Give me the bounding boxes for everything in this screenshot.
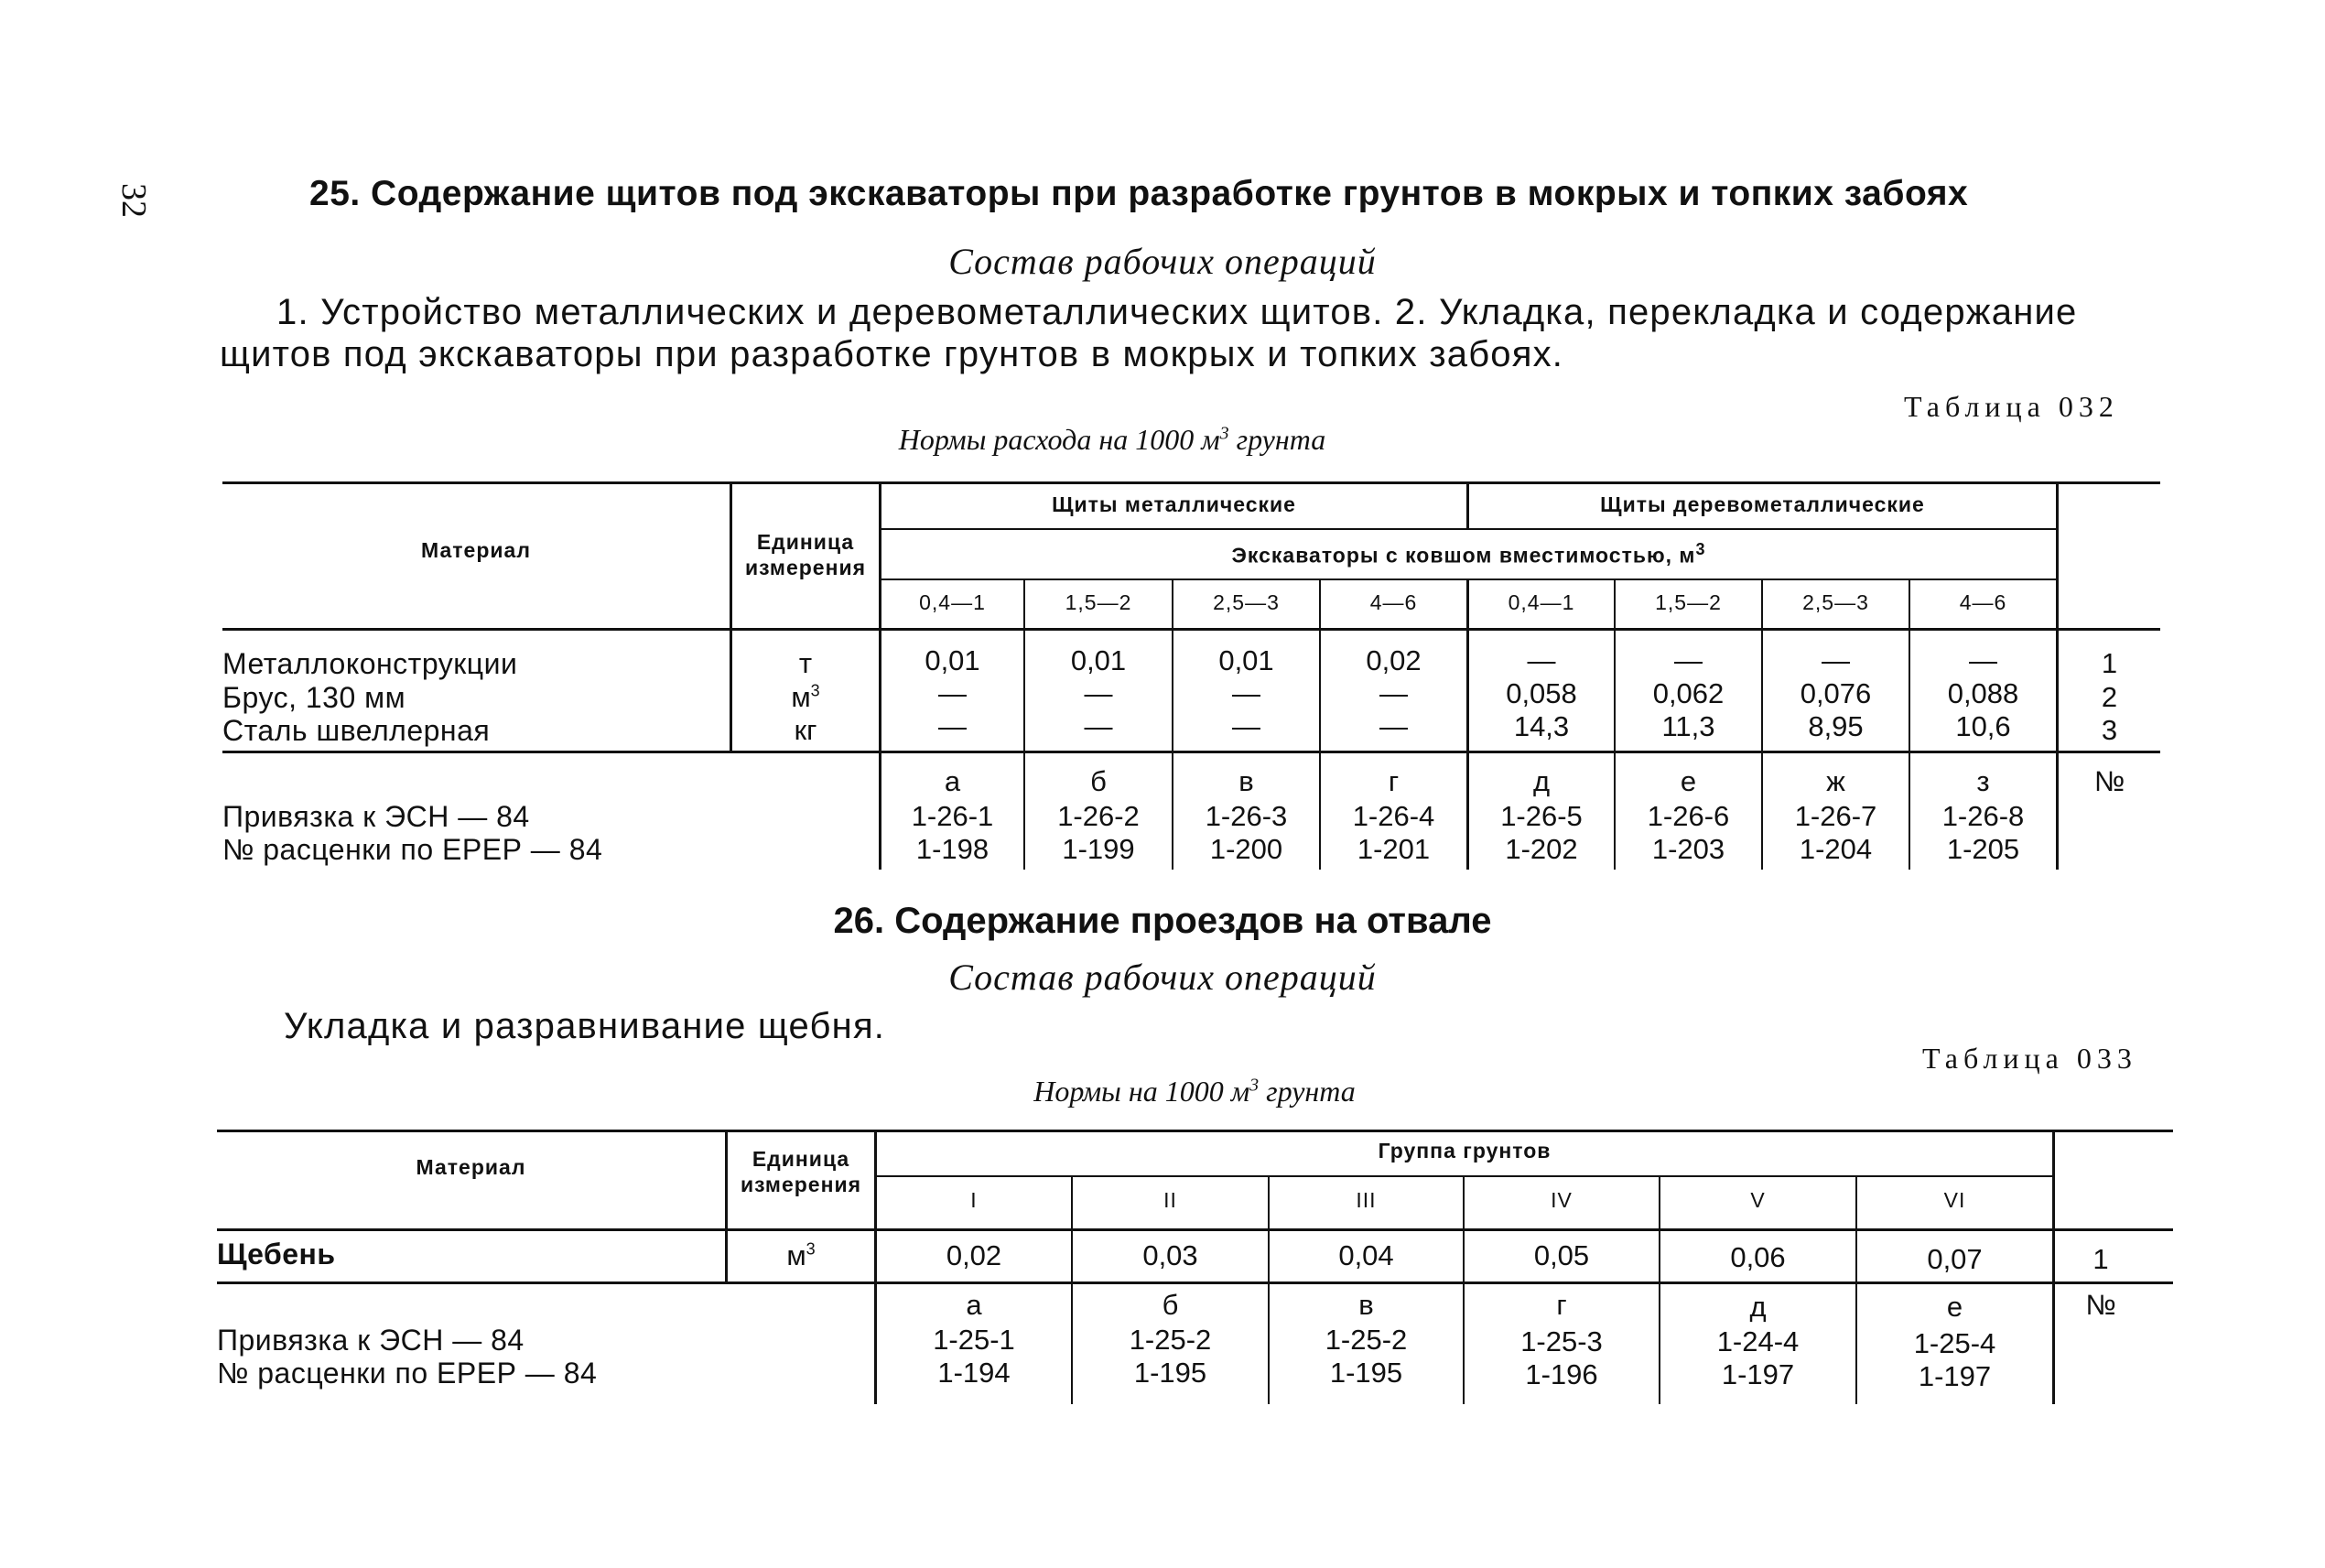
erer-code: 1-199: [1062, 833, 1135, 865]
esn-code: 1-26-6: [1647, 800, 1730, 832]
esn-code: 1-26-7: [1794, 800, 1877, 832]
value-cell: 8,95: [1808, 710, 1864, 742]
value-cell: —: [938, 677, 967, 709]
number-sign: №: [2093, 765, 2125, 797]
group-header-soils: Группа грунтов: [1378, 1139, 1552, 1162]
value-cell: —: [1379, 677, 1408, 709]
capacity-cell: 0,4—1: [919, 590, 986, 614]
esn-code: 1-26-1: [911, 800, 994, 832]
page-number: 32: [114, 183, 153, 218]
soil-group: III: [1356, 1188, 1377, 1212]
subheader-excavators: Экскаваторы с ковшом вместимостью, $м^3$: [1231, 540, 1706, 568]
esn-code: 1-25-2: [1325, 1324, 1408, 1356]
esn-label: Привязка к ЭСН — 84: [222, 800, 530, 833]
esn-code: 1-26-8: [1941, 800, 2025, 832]
value-cell: 0,05: [1533, 1239, 1590, 1271]
value-cell: —: [1822, 644, 1850, 676]
value-cell: 0,01: [925, 644, 980, 676]
value-cell: 0,062: [1652, 677, 1725, 709]
column-letter: б: [1162, 1289, 1179, 1321]
value-cell: 0,076: [1800, 677, 1872, 709]
group-header-metal: Щиты металлические: [1052, 492, 1296, 516]
column-letter: в: [1238, 765, 1254, 797]
esn-code: 1-25-2: [1129, 1324, 1212, 1356]
col-header-material: Материал: [416, 1155, 526, 1179]
column-letter: д: [1749, 1291, 1767, 1323]
esn-code: 1-26-2: [1057, 800, 1140, 832]
col-header-unit: Единица измерения: [740, 1147, 862, 1196]
section-25-ops-line-1: 1. Устройство металлических и деревометаллических щитов. 2. Укладка, перекладка и содержание: [276, 292, 2078, 332]
esn-code: 1-25-3: [1520, 1325, 1603, 1357]
erer-code: 1-198: [915, 833, 989, 865]
col-header-unit: Единица измерения: [744, 530, 867, 579]
capacity-cell: 1,5—2: [1065, 590, 1132, 614]
erer-code: 1-195: [1329, 1357, 1403, 1389]
table-033-caption: Нормы на 1000 $м^3$ грунта: [1033, 1075, 1356, 1108]
section-26-ops-line: Укладка и разравнивание щебня.: [284, 1006, 886, 1046]
erer-code: 1-204: [1799, 833, 1873, 865]
erer-label: № расценки по ЕРЕР — 84: [222, 833, 603, 866]
esn-code: 1-24-4: [1716, 1325, 1800, 1357]
column-letter: г: [1388, 765, 1400, 797]
unit: $м^3$: [791, 681, 820, 713]
esn-code: 1-26-4: [1352, 800, 1435, 832]
row-number: 1: [2101, 647, 2118, 679]
column-letter: ж: [1826, 765, 1845, 797]
unit: $м^3$: [786, 1239, 816, 1271]
soil-group: I: [970, 1188, 978, 1212]
value-cell: 0,04: [1338, 1239, 1394, 1271]
value-cell: 0,06: [1730, 1241, 1786, 1273]
unit: кг: [794, 714, 817, 746]
column-letter: е: [1946, 1291, 1963, 1323]
value-cell: 0,058: [1506, 677, 1577, 709]
erer-code: 1-197: [1721, 1358, 1795, 1390]
column-letter: д: [1532, 765, 1551, 797]
column-letter: г: [1556, 1289, 1567, 1321]
column-letter: з: [1976, 765, 1990, 797]
value-cell: —: [1084, 677, 1113, 709]
value-cell: 0,02: [1366, 644, 1422, 676]
value-cell: —: [1232, 710, 1260, 742]
value-cell: 14,3: [1513, 710, 1570, 742]
table-032-label: Таблица 032: [1904, 390, 2119, 423]
value-cell: —: [1379, 710, 1408, 742]
column-letter: в: [1358, 1289, 1374, 1321]
erer-label: № расценки по ЕРЕР — 84: [217, 1357, 598, 1390]
value-cell: —: [1969, 644, 1997, 676]
erer-code: 1-203: [1651, 833, 1725, 865]
material-name: Металлоконструкции: [222, 647, 518, 680]
capacity-cell: 4—6: [1369, 590, 1418, 614]
value-cell: —: [1527, 644, 1556, 676]
unit: т: [798, 647, 813, 679]
soil-group: VI: [1943, 1188, 1966, 1212]
capacity-cell: 1,5—2: [1655, 590, 1722, 614]
section-25-ops-heading: Состав рабочих операций: [948, 241, 1377, 282]
table-033-label: Таблица 033: [1922, 1042, 2137, 1075]
soil-group: II: [1163, 1188, 1177, 1212]
number-sign: №: [2085, 1289, 2116, 1321]
capacity-cell: 2,5—3: [1802, 590, 1869, 614]
value-cell: 0,088: [1947, 677, 2019, 709]
capacity-cell: 2,5—3: [1213, 590, 1280, 614]
row-number: 1: [2092, 1243, 2109, 1275]
esn-label: Привязка к ЭСН — 84: [217, 1324, 524, 1357]
column-letter: б: [1090, 765, 1107, 797]
value-cell: —: [1674, 644, 1703, 676]
section-26-title: 26. Содержание проездов на отвале: [833, 901, 1492, 941]
erer-code: 1-201: [1357, 833, 1431, 865]
value-cell: 0,07: [1927, 1243, 1983, 1275]
section-25-title: 25. Содержание щитов под экскаваторы при разработке грунтов в мокрых и топких забоях: [309, 174, 1969, 213]
capacity-cell: 4—6: [1959, 590, 2007, 614]
esn-code: 1-25-4: [1913, 1327, 1996, 1359]
value-cell: 10,6: [1955, 710, 2011, 742]
esn-code: 1-25-1: [933, 1324, 1015, 1356]
esn-code: 1-26-3: [1205, 800, 1288, 832]
erer-code: 1-197: [1918, 1360, 1992, 1392]
value-cell: —: [1084, 710, 1113, 742]
column-letter: а: [944, 765, 961, 797]
value-cell: —: [1232, 677, 1260, 709]
soil-group: V: [1750, 1188, 1766, 1212]
value-cell: 0,02: [946, 1239, 1002, 1271]
table-032-caption: Нормы расхода на 1000 $м^3$ грунта: [898, 423, 1326, 456]
erer-code: 1-196: [1525, 1358, 1598, 1390]
section-26-ops-heading: Состав рабочих операций: [948, 957, 1377, 998]
soil-group: IV: [1551, 1188, 1573, 1212]
group-header-woodmetal: Щиты деревометаллические: [1600, 492, 1925, 516]
erer-code: 1-194: [937, 1357, 1011, 1389]
erer-code: 1-202: [1505, 833, 1578, 865]
capacity-cell: 0,4—1: [1508, 590, 1575, 614]
section-25-ops-line-2: щитов под экскаваторы при разработке грунтов в мокрых и топких забоях.: [220, 334, 1564, 374]
row-number: 2: [2101, 681, 2118, 713]
column-letter: а: [966, 1289, 982, 1321]
esn-code: 1-26-5: [1500, 800, 1583, 832]
erer-code: 1-200: [1209, 833, 1283, 865]
row-number: 3: [2101, 714, 2118, 746]
value-cell: 0,03: [1142, 1239, 1198, 1271]
value-cell: 0,01: [1218, 644, 1274, 676]
value-cell: —: [938, 710, 967, 742]
value-cell: 0,01: [1070, 644, 1127, 676]
value-cell: 11,3: [1661, 710, 1715, 742]
erer-code: 1-195: [1133, 1357, 1207, 1389]
column-letter: е: [1680, 765, 1697, 797]
material-name: Сталь швеллерная: [222, 714, 491, 747]
material-name: Щебень: [217, 1238, 336, 1271]
col-header-material: Материал: [421, 538, 531, 562]
erer-code: 1-205: [1946, 833, 2020, 865]
material-name: Брус, 130 мм: [222, 681, 406, 714]
